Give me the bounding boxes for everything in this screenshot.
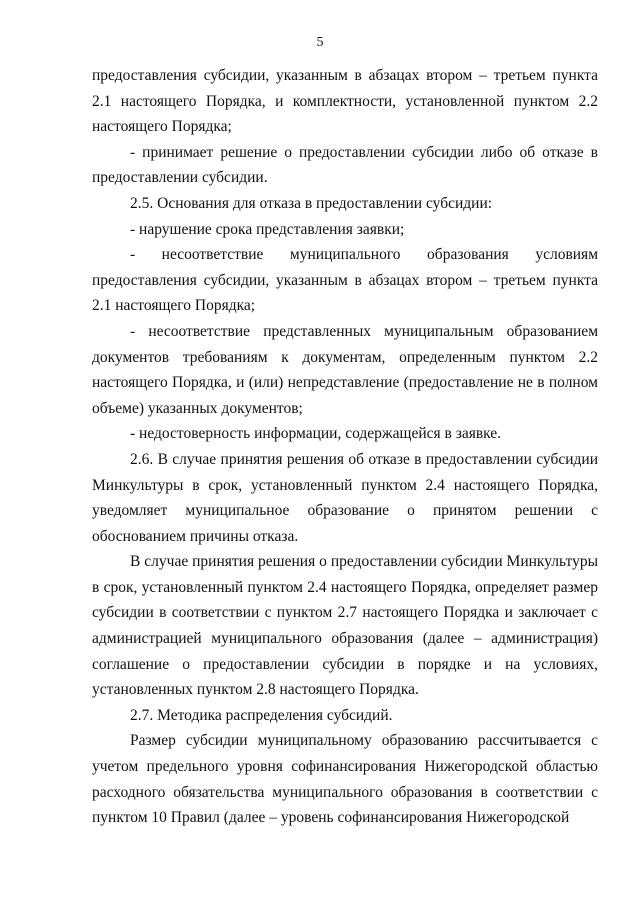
paragraph-section-2-6: 2.6. В случае принятия решения об отказе в предоставлении субсидии Минкультуры в срок, установленный пунктом 2.4 настоящего Порядка, уведомляет муниципальное образование о принятом решении с обоснованием причины отказа. bbox=[92, 450, 598, 545]
paragraph-subsidy-size: Размер субсидии муниципальному образованию рассчитывается с учетом предельного уровня софинансирования Нижегородской областью расходного обязательства муниципального образования в соответствии с пунктом 10 Правил (далее – уровень софинансирования Нижегородской bbox=[92, 732, 598, 827]
paragraph-section-2-7: 2.7. Методика распределения субсидий. bbox=[130, 706, 393, 724]
paragraph-decision: - принимает решение о предоставлении субсидии либо об отказе в предоставлении субсидии. bbox=[92, 143, 598, 187]
document-body bbox=[92, 63, 598, 831]
list-item-documents: - несоответствие представленных муниципальным образованием документов требованиям к документам, определенным пунктом 2.2 настоящего Порядка, и (или) непредставление (предоставление не в полном объеме) указанных документов; bbox=[92, 322, 598, 417]
page-number: 5 bbox=[316, 35, 324, 50]
paragraph-continuation: предоставления субсидии, указанным в абзацах втором – третьем пункта 2.1 настоящего Порядка, и комплектности, установленной пунктом 2.2 настоящего Порядка; bbox=[92, 67, 598, 136]
list-item-nonconformity: - несоответствие муниципального образования условиям предоставления субсидии, указанным в абзацах втором – третьем пункта 2.1 настоящего Порядка; bbox=[92, 246, 598, 315]
list-item-unreliable-info: - недостоверность информации, содержащейся в заявке. bbox=[130, 425, 502, 443]
paragraph-grant-decision: В случае принятия решения о предоставлении субсидии Минкультуры в срок, установленный пунктом 2.4 настоящего Порядка, определяет размер субсидии в соответствии с пунктом 2.7 настоящего Порядка и заключает с администрацией муниципального образования (далее – администрация) соглашение о предоставлении субсидии в порядке и на условиях, установленных пунктом 2.8 настоящего Порядка. bbox=[92, 553, 598, 699]
paragraph-section-2-5: 2.5. Основания для отказа в предоставлении субсидии: bbox=[130, 194, 493, 212]
list-item-deadline-violation: - нарушение срока представления заявки; bbox=[130, 220, 405, 238]
